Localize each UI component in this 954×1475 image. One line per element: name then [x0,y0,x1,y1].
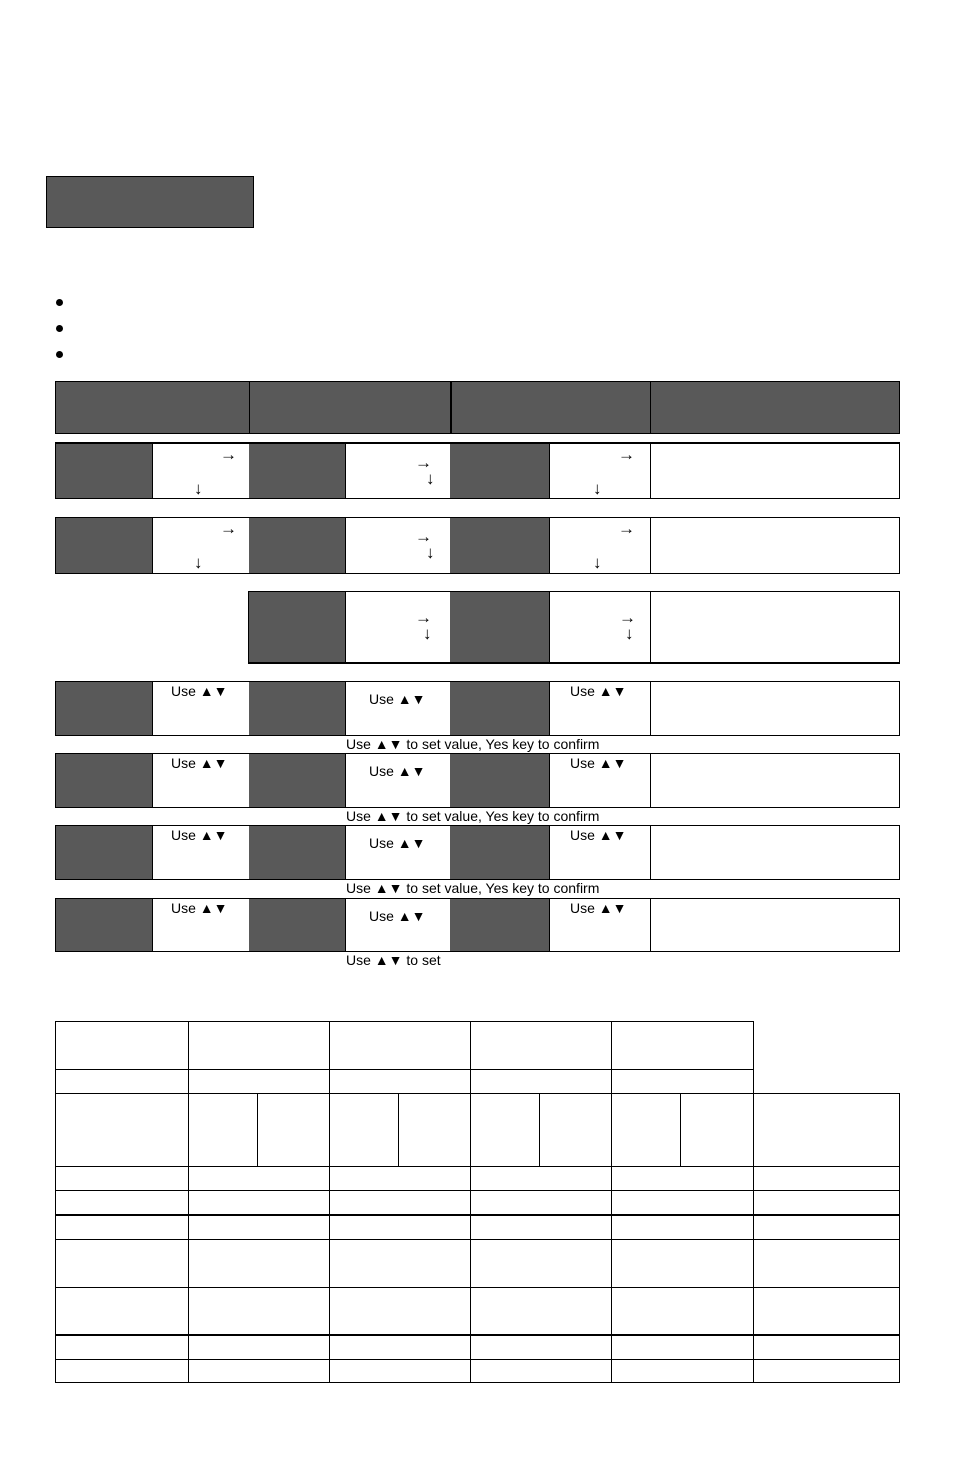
down-arrow-icon: ↓ [426,469,435,488]
cell-divider [345,826,346,879]
down-arrow-icon: ↓ [194,553,203,572]
table-rule [398,1093,399,1166]
use-arrows-label: Use ▲▼ [570,827,627,843]
right-arrow-icon: → [618,519,635,538]
display-cell [249,682,345,735]
flow-row-6 [55,825,900,880]
cell-divider [650,518,651,573]
table-rule [55,1166,900,1167]
use-arrows-label: Use ▲▼ [171,683,228,699]
down-arrow-icon: ↓ [593,479,602,498]
table-rule [55,1190,900,1191]
display-cell [450,518,549,573]
confirm-note: Use ▲▼ to set value, Yes key to confirm [346,808,600,824]
display-cell [450,826,549,879]
cell-divider [152,754,153,807]
display-cell [56,899,152,951]
display-cell [249,754,345,807]
cell-divider [152,444,153,498]
display-cell [450,592,549,662]
flow-row-3 [248,591,900,664]
down-arrow-icon: ↓ [194,479,203,498]
display-cell [56,682,152,735]
right-arrow-icon: → [619,608,636,627]
flow-header-row [55,381,900,434]
table-rule [55,1069,754,1070]
display-cell [249,518,345,573]
cell-divider [345,592,346,662]
use-arrows-label: Use ▲▼ [570,755,627,771]
cell-divider [152,518,153,573]
display-cell [56,826,152,879]
display-cell [56,518,152,573]
use-arrows-label: Use ▲▼ [369,835,426,851]
right-arrow-icon: → [415,527,432,546]
table-rule [329,1021,330,1383]
right-arrow-icon: → [220,519,237,538]
display-cell [450,899,549,951]
confirm-note: Use ▲▼ to set value, Yes key to confirm [346,736,600,752]
table-rule [55,1021,56,1383]
cell-divider [549,518,550,573]
section-title-box [46,176,254,228]
cell-divider [345,518,346,573]
table-rule [611,1021,612,1383]
set-note: Use ▲▼ to set [346,952,441,968]
use-arrows-label: Use ▲▼ [570,683,627,699]
table-rule [680,1093,681,1166]
table-rule [55,1239,900,1240]
down-arrow-icon: ↓ [426,543,435,562]
table-rule [257,1093,258,1166]
flow-row-7 [55,898,900,952]
down-arrow-icon: ↓ [625,624,634,643]
flow-row-5 [55,753,900,808]
cell-divider [549,899,550,951]
header-divider [650,382,651,433]
display-cell [249,826,345,879]
cell-divider [650,826,651,879]
display-cell [450,444,549,498]
header-divider [249,382,250,433]
right-arrow-icon: → [220,445,237,464]
flow-row-2 [55,517,900,574]
display-cell [56,444,152,498]
down-arrow-icon: ↓ [423,624,432,643]
flow-row-1 [55,442,900,499]
bullet-point [56,351,63,358]
cell-divider [152,899,153,951]
table-rule [899,1093,900,1383]
use-arrows-label: Use ▲▼ [369,691,426,707]
table-rule [55,1093,900,1094]
display-cell [249,444,345,498]
cell-divider [152,826,153,879]
use-arrows-label: Use ▲▼ [171,755,228,771]
bullet-point [56,325,63,332]
table-rule [188,1021,189,1383]
use-arrows-label: Use ▲▼ [171,827,228,843]
table-rule [55,1287,900,1288]
table-rule [539,1093,540,1166]
right-arrow-icon: → [415,453,432,472]
cell-divider [650,444,651,498]
display-cell [450,682,549,735]
display-cell [249,592,345,662]
cell-divider [549,444,550,498]
cell-divider [345,444,346,498]
flow-row-4 [55,681,900,736]
right-arrow-icon: → [415,608,432,627]
header-divider [450,382,452,433]
cell-divider [345,899,346,951]
cell-divider [549,754,550,807]
display-cell [249,899,345,951]
table-rule [55,1214,900,1216]
cell-divider [152,682,153,735]
cell-divider [345,682,346,735]
use-arrows-label: Use ▲▼ [369,763,426,779]
use-arrows-label: Use ▲▼ [570,900,627,916]
cell-divider [650,754,651,807]
cell-divider [549,592,550,662]
bullet-point [56,299,63,306]
table-rule [55,1334,900,1336]
cell-divider [650,899,651,951]
use-arrows-label: Use ▲▼ [369,908,426,924]
cell-divider [549,682,550,735]
table-rule [753,1021,754,1383]
cell-divider [345,754,346,807]
table-rule [55,1021,754,1022]
table-rule [470,1021,471,1383]
confirm-note: Use ▲▼ to set value, Yes key to confirm [346,880,600,896]
display-cell [56,754,152,807]
down-arrow-icon: ↓ [593,553,602,572]
table-rule [55,1359,900,1360]
cell-divider [650,592,651,662]
display-cell [450,754,549,807]
cell-divider [650,682,651,735]
cell-divider [549,826,550,879]
use-arrows-label: Use ▲▼ [171,900,228,916]
table-rule [55,1382,900,1383]
right-arrow-icon: → [618,445,635,464]
